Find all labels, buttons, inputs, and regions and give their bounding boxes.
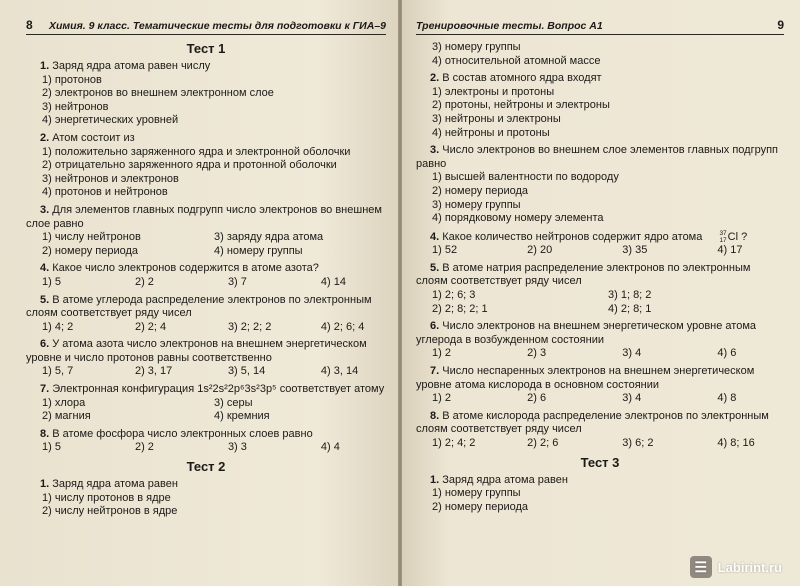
option: 4) 8; 16 — [717, 436, 755, 449]
left-running-head — [26, 18, 386, 35]
question: 4. Какое количество нейтронов содержит ядро атома 37 17 Cl ? 1) 52 2) 20 3) 35 4) 17 — [416, 230, 784, 258]
option: 3) 6; 2 — [622, 436, 654, 449]
option: 4) относительной атомной массе — [432, 54, 601, 67]
left-page-number: 8 — [26, 18, 33, 32]
option: 3) 2; 2; 2 — [227, 320, 272, 333]
option: 4) 6 — [717, 347, 737, 360]
option: 4) 14 — [320, 275, 346, 288]
question-continuation — [416, 41, 784, 68]
question: 3. Для элементов главных подгрупп число электронов во внешнем слое равно 1) числу нейтронов 3) заряду ядра атома 2) номеру периода 4) номеру группы — [26, 204, 386, 258]
question: 6. У атома азота число электронов на внешнем энергетическом уровне и число протонов равны соответственно 1) 5, 7 2) 3, 17 3) 5, 14 4) 3, 14 — [26, 338, 386, 379]
option: 3) 4 — [622, 392, 642, 405]
option: 3) номеру группы — [432, 41, 521, 53]
question: 2. Атом состоит из 1) положительно заряженного ядра и электронной оболочки 2) отрицательно заряженного ядра и протонной оболочки 3) нейтронов и электронов 4) протонов и нейтронов — [26, 132, 386, 200]
electron-config: 1s²2s²2p⁶3s²3p⁵ — [197, 383, 277, 396]
question: 1. Заряд ядра атома равен 1) номеру группы 2) номеру периода — [416, 474, 784, 515]
option: 2) числу нейтронов в ядре — [42, 505, 178, 518]
question: 1. Заряд ядра атома равен числу 1) протонов 2) электронов во внешнем электронном слое 3) нейтронов 4) энергетических уровней — [26, 60, 386, 128]
option: 3) номеру группы — [432, 198, 521, 211]
option: 2) 2; 6 — [527, 436, 559, 449]
option: 1) числу протонов в ядре — [42, 491, 171, 504]
option: 2) 6 — [527, 392, 547, 405]
option: 3) 35 — [622, 244, 648, 257]
option: 1) 52 — [432, 244, 458, 257]
option: 4) 2; 6; 4 — [320, 320, 365, 333]
option: 2) номеру периода — [432, 184, 529, 197]
option: 2) отрицательно заряженного ядра и протонной оболочки — [42, 159, 337, 172]
option: 4) 8 — [717, 392, 737, 405]
option: 4) номеру группы — [214, 244, 303, 257]
option: 4) 3, 14 — [320, 365, 359, 378]
right-page-number: 9 — [777, 18, 784, 32]
left-page — [0, 0, 398, 586]
option: 1) 2 — [432, 347, 451, 360]
option: 2) 2 — [134, 441, 154, 454]
option: 4) энергетических уровней — [42, 114, 179, 127]
question: 8. В атоме кислорода распределение электронов по электронным слоям соответствует ряду чисел 1) 2; 4; 2 2) 2; 6 3) 6; 2 4) 8; 16 — [416, 410, 784, 451]
option: 2) протоны, нейтроны и электроны — [432, 99, 610, 112]
watermark-text: Labirint.ru — [717, 559, 782, 575]
question: 2. В состав атомного ядра входят 1) электроны и протоны 2) протоны, нейтроны и электроны 3) нейтроны и электроны 4) нейтроны и протоны — [416, 72, 784, 140]
test3-title: Тест 3 — [580, 454, 620, 470]
option: 3) 1; 8; 2 — [608, 289, 652, 301]
option: 4) кремния — [214, 410, 270, 423]
option: 4) 2; 8; 1 — [608, 302, 652, 315]
option: 1) 5, 7 — [42, 365, 74, 378]
option: 4) 4 — [320, 441, 340, 454]
question: 5. В атоме натрия распределение электронов по электронным слоям соответствует ряду чисел 1) 2; 6; 3 3) 1; 8; 2 2) 2; 8; 2; 1 4) 2; 8; 1 — [416, 262, 784, 316]
option: 4) нейтроны и протоны — [432, 126, 550, 139]
option: 3) нейтроны и электроны — [432, 112, 561, 125]
option: 2) номеру периода — [432, 500, 529, 513]
watermark — [690, 556, 782, 578]
option: 2) номеру периода — [42, 244, 139, 257]
option: 1) 5 — [42, 441, 61, 454]
option: 2) электронов во внешнем электронном слое — [42, 87, 274, 100]
right-running-head — [416, 18, 784, 35]
option: 3) нейтронов — [42, 100, 109, 113]
isotope-notation: 37 17 — [719, 229, 727, 244]
option: 1) 2; 6; 3 — [432, 289, 476, 301]
option: 3) серы — [214, 396, 253, 409]
option: 2) магния — [42, 410, 91, 423]
right-page — [402, 0, 800, 586]
question: 7. Электронная конфигурация 1s²2s²2p⁶3s²3p⁵ соответствует атому 1) хлора 3) серы 2) магния 4) кремния — [40, 383, 385, 423]
option: 2) 3 — [527, 347, 547, 360]
right-running-title: Тренировочные тесты. Вопрос А1 — [416, 20, 603, 32]
option: 3) 5, 14 — [227, 365, 266, 378]
left-running-title: Химия. 9 класс. Тематические тесты для подготовки к ГИА–9 — [49, 20, 386, 32]
option: 2) 3, 17 — [134, 365, 173, 378]
option: 1) числу нейтронов — [42, 231, 141, 244]
option: 1) высшей валентности по водороду — [432, 171, 619, 184]
option: 1) хлора — [42, 396, 86, 409]
question: 5. В атоме углерода распределение электронов по электронным слоям соответствует ряду чисел 1) 4; 2 2) 2; 4 3) 2; 2; 2 4) 2; 6; 4 — [26, 294, 386, 335]
option: 4) порядковому номеру элемента — [432, 212, 604, 225]
option: 3) 3 — [227, 441, 247, 454]
option: 3) заряду ядра атома — [214, 231, 324, 244]
question: 6. Число электронов на внешнем энергетическом уровне атома углерода в возбужденном состоянии 1) 2 2) 3 3) 4 4) 6 — [416, 320, 784, 361]
option: 4) 17 — [717, 244, 743, 257]
labirint-logo-icon: ☰ — [690, 556, 712, 578]
test2-title: Тест 2 — [186, 459, 226, 475]
option: 2) 20 — [527, 244, 553, 257]
option: 3) нейтронов и электронов — [42, 172, 179, 185]
option: 4) протонов и нейтронов — [42, 186, 168, 199]
option: 1) 5 — [42, 275, 61, 288]
option: 2) 2; 4 — [134, 320, 167, 333]
question: 1. Заряд ядра атома равен 1) числу протонов в ядре 2) числу нейтронов в ядре — [26, 478, 386, 519]
question: 3. Число электронов во внешнем слое элементов главных подгрупп равно 1) высшей валентности по водороду 2) номеру периода 3) номеру группы 4) порядковому номеру элемента — [416, 144, 784, 226]
test1-title: Тест 1 — [186, 41, 226, 56]
option: 1) протонов — [42, 73, 102, 86]
option: 1) 2; 4; 2 — [432, 436, 476, 449]
question: 4. Какое число электронов содержится в атоме азота? 1) 5 2) 2 3) 7 4) 14 — [26, 262, 386, 289]
option: 1) положительно заряженного ядра и электронной оболочки — [42, 145, 351, 158]
option: 1) номеру группы — [432, 487, 521, 500]
option: 1) электроны и протоны — [432, 85, 555, 98]
option: 3) 7 — [227, 275, 247, 288]
question: 8. В атоме фосфора число электронных слоев равно 1) 5 2) 2 3) 3 4) 4 — [26, 428, 386, 455]
option: 2) 2 — [134, 275, 154, 288]
option: 1) 2 — [432, 392, 451, 405]
question: 7. Число неспаренных электронов на внешнем энергетическом уровне атома кислорода в основном состоянии 1) 2 2) 6 3) 4 4) 8 — [416, 365, 784, 406]
option: 2) 2; 8; 2; 1 — [432, 302, 488, 315]
option: 1) 4; 2 — [42, 320, 74, 333]
option: 3) 4 — [622, 347, 642, 360]
